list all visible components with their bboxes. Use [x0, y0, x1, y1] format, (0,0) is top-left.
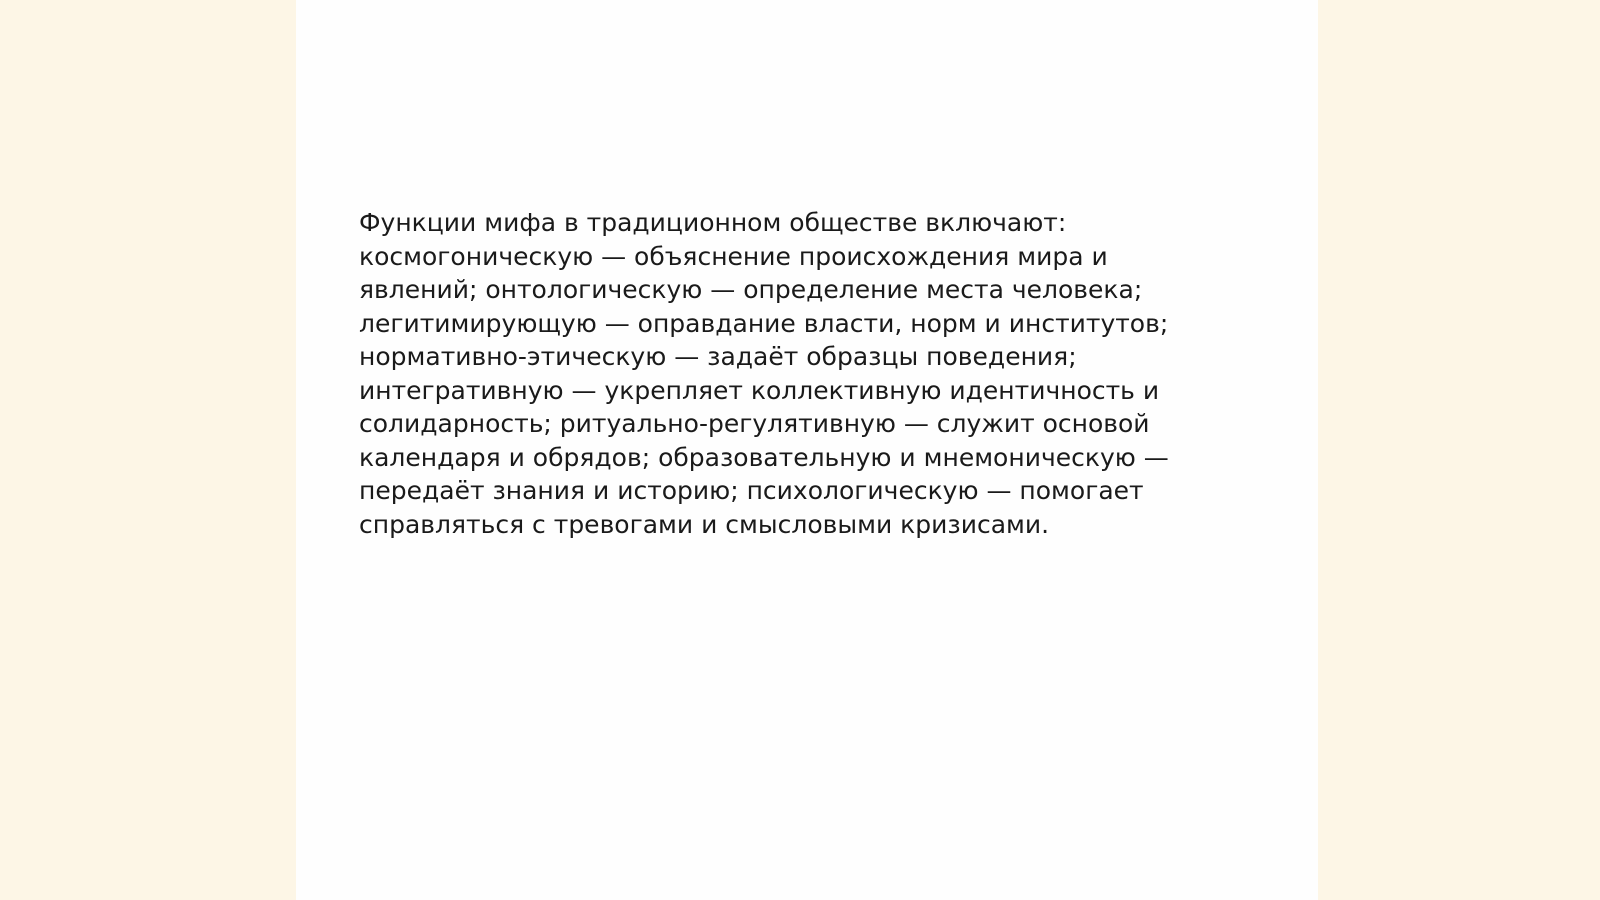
paragraph-line: календаря и обрядов; образовательную и мнемоническую — — [359, 442, 1169, 472]
document-page — [296, 0, 1318, 900]
right-margin — [1318, 0, 1600, 900]
paragraph-line: Функции мифа в традиционном обществе включают: — [359, 208, 1067, 237]
left-margin — [0, 0, 296, 900]
paragraph-line: космогоническую — объяснение происхождения мира и — [359, 241, 1108, 271]
paragraph-line: легитимирующую — оправдание власти, норм и институтов; — [359, 308, 1169, 338]
paragraph-line: интегративную — укрепляет коллективную идентичность и — [359, 375, 1160, 405]
paragraph-line: передаёт знания и историю; психологическую — помогает — [359, 476, 1144, 505]
paragraph — [359, 206, 1259, 541]
paragraph-line: справляться с тревогами и смысловыми кризисами. — [359, 509, 1050, 539]
paragraph-line: солидарность; ритуально-регулятивную — служит основой — [359, 409, 1150, 438]
paragraph-line: нормативно-этическую — задаёт образцы поведения; — [359, 342, 1077, 371]
paragraph-line: явлений; онтологическую — определение места человека; — [359, 275, 1143, 304]
